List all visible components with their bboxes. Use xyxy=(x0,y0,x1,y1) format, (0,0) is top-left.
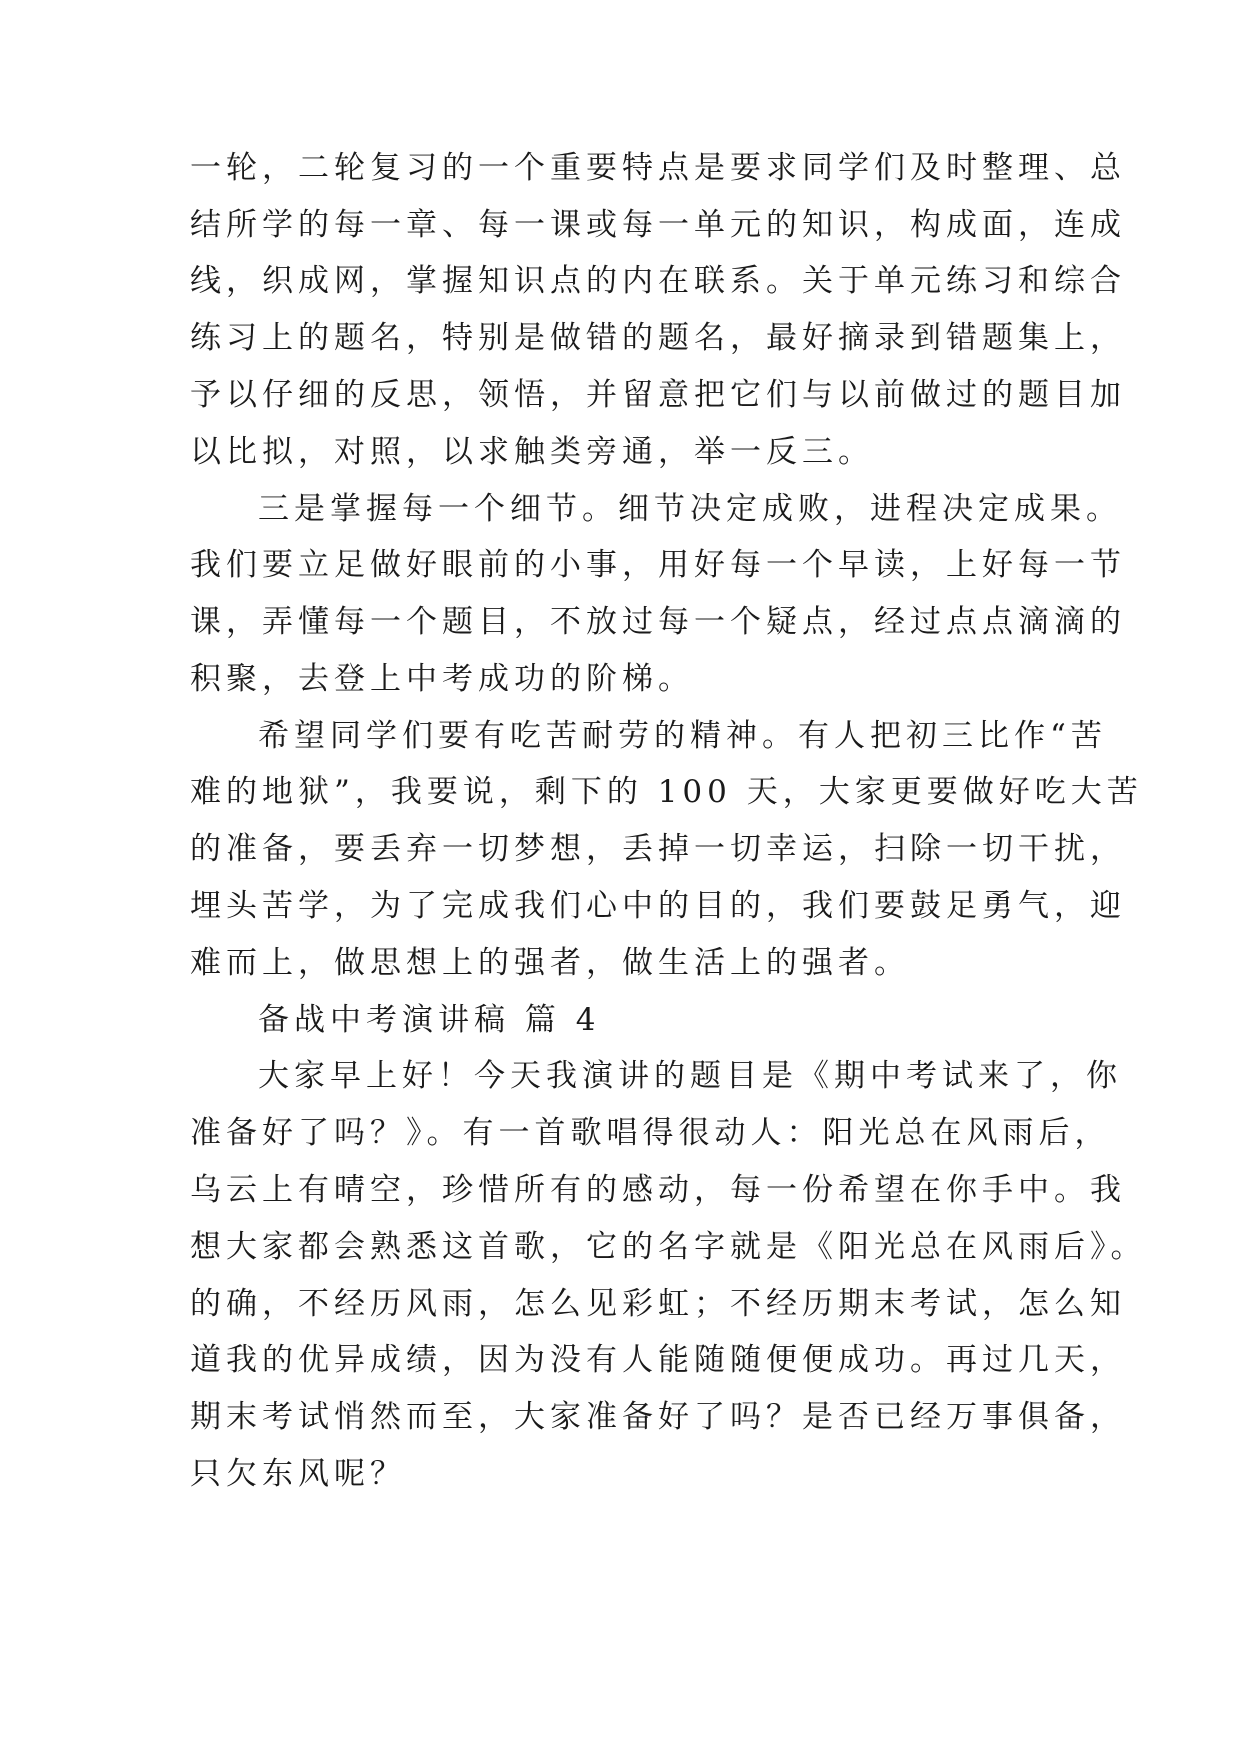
text-line: 的确，不经历风雨，怎么见彩虹；不经历期末考试，怎么知 xyxy=(190,1286,1126,1322)
text-line: 线，织成网，掌握知识点的内在联系。关于单元练习和综合 xyxy=(190,263,1126,299)
text-line: 结所学的每一章、每一课或每一单元的知识，构成面，连成 xyxy=(190,207,1126,243)
paragraph-first-line: 大家早上好！今天我演讲的题目是《期中考试来了，你 xyxy=(258,1058,1122,1094)
text-line: 准备好了吗？》。有一首歌唱得很动人：阳光总在风雨后， xyxy=(190,1115,1111,1151)
section-heading: 备战中考演讲稿 篇 4 xyxy=(258,1002,601,1038)
text-line: 难的地狱”，我要说，剩下的 100 天，大家更要做好吃大苦 xyxy=(190,774,1143,810)
text-line: 乌云上有晴空，珍惜所有的感动，每一份希望在你手中。我 xyxy=(190,1172,1126,1208)
text-line: 课，弄懂每一个题目，不放过每一个疑点，经过点点滴滴的 xyxy=(190,604,1126,640)
text-line: 一轮，二轮复习的一个重要特点是要求同学们及时整理、总 xyxy=(190,150,1126,186)
text-line: 练习上的题名，特别是做错的题名，最好摘录到错题集上， xyxy=(190,320,1126,356)
text-line: 积聚，去登上中考成功的阶梯。 xyxy=(190,661,694,697)
paragraph-first-line: 三是掌握每一个细节。细节决定成败，进程决定成果。 xyxy=(258,491,1122,527)
text-line: 的准备，要丢弃一切梦想，丢掉一切幸运，扫除一切干扰， xyxy=(190,831,1126,867)
text-line: 以比拟，对照，以求触类旁通，举一反三。 xyxy=(190,434,874,470)
text-line: 我们要立足做好眼前的小事，用好每一个早读，上好每一节 xyxy=(190,547,1126,583)
text-line: 期末考试悄然而至，大家准备好了吗？是否已经万事俱备， xyxy=(190,1399,1126,1435)
text-line: 予以仔细的反思，领悟，并留意把它们与以前做过的题目加 xyxy=(190,377,1126,413)
text-line: 埋头苦学，为了完成我们心中的目的，我们要鼓足勇气，迎 xyxy=(190,888,1126,924)
text-line: 只欠东风呢？ xyxy=(190,1456,406,1492)
text-line: 道我的优异成绩，因为没有人能随随便便成功。再过几天， xyxy=(190,1342,1126,1378)
text-line: 想大家都会熟悉这首歌，它的名字就是《阳光总在风雨后》。 xyxy=(190,1229,1147,1265)
text-line: 难而上，做思想上的强者，做生活上的强者。 xyxy=(190,945,910,981)
paragraph-first-line: 希望同学们要有吃苦耐劳的精神。有人把初三比作“苦 xyxy=(258,718,1107,754)
